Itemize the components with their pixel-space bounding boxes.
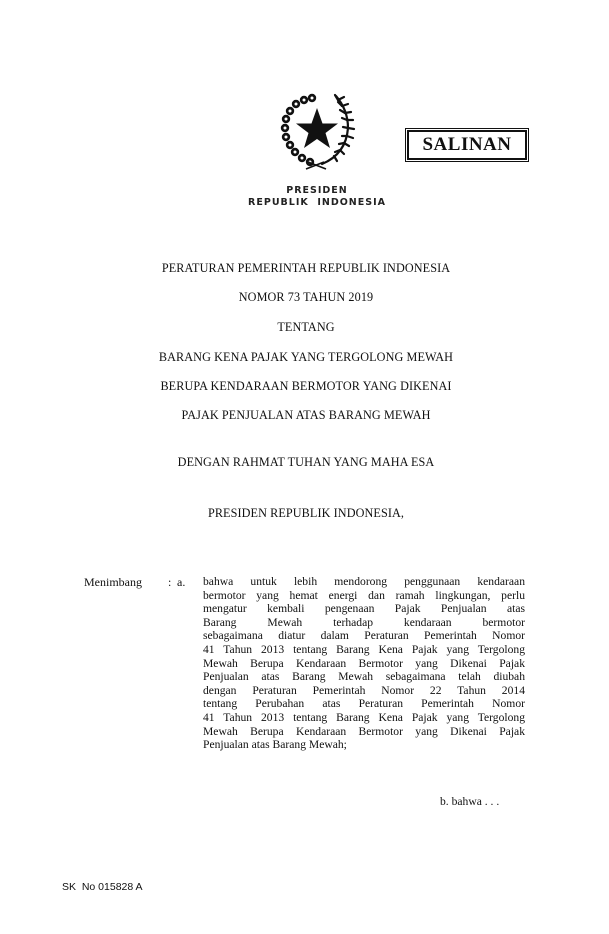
serial-number: SK No 015828 A [62, 881, 143, 893]
body-line: Barang Mewah terhadap kendaraan bermotor [203, 615, 525, 629]
issuer-text: PRESIDEN REPUBLIK INDONESIA, [207, 506, 405, 520]
regulation-subject-line-2: BERUPA KENDARAAN BERMOTOR YANG DIKENAI [160, 379, 452, 393]
body-line: 41 Tahun 2013 tentang Barang Kena Pajak yang Tergolong [203, 710, 525, 724]
considering-label: Menimbang [84, 575, 142, 589]
considering-separator: : [168, 575, 172, 589]
regulation-number: NOMOR 73 TAHUN 2019 [238, 290, 374, 304]
body-line: dengan Peraturan Pemerintah Nomor 22 Tahun 2014 [203, 683, 525, 697]
item-marker-a: a. [177, 575, 186, 589]
body-line: bermotor yang hemat energi dan ramah lingkungan, perlu [203, 588, 525, 602]
body-line: Mewah Berupa Kendaraan Bermotor yang Dikenai Pajak [203, 724, 525, 738]
considering-item-a-text [203, 575, 525, 752]
body-line: Penjualan atas Barang Mewah; [203, 738, 347, 752]
body-line: tentang Perubahan atas Peraturan Pemerintah Nomor [203, 697, 525, 711]
body-line: Penjualan atas Barang Mewah sebagaimana telah diubah [203, 670, 525, 684]
regulation-subject-line-3: PAJAK PENJUALAN ATAS BARANG MEWAH [181, 408, 431, 422]
body-line: mengatur kembali pengenaan Pajak Penjualan atas [203, 602, 525, 616]
body-line: Mewah Berupa Kendaraan Bermotor yang Dikenai Pajak [203, 656, 525, 670]
continuation-marker: b. bahwa . . . [440, 795, 500, 808]
invocation-text: DENGAN RAHMAT TUHAN YANG MAHA ESA [177, 455, 435, 469]
institution-line-1: PRESIDEN [286, 185, 348, 196]
regulation-about-label: TENTANG [277, 320, 335, 334]
body-line: 41 Tahun 2013 tentang Barang Kena Pajak yang Tergolong [203, 642, 525, 656]
body-line: sebagaimana diatur dalam Peraturan Pemerintah Nomor [203, 629, 525, 643]
body-line: bahwa untuk lebih mendorong penggunaan kendaraan [203, 575, 525, 588]
regulation-title: PERATURAN PEMERINTAH REPUBLIK INDONESIA [161, 261, 451, 275]
institution-line-2: REPUBLIK INDONESIA [248, 197, 386, 208]
garuda-star-emblem-icon [276, 88, 358, 170]
regulation-subject-line-1: BARANG KENA PAJAK YANG TERGOLONG MEWAH [158, 350, 454, 364]
salinan-stamp: SALINAN [407, 130, 527, 160]
